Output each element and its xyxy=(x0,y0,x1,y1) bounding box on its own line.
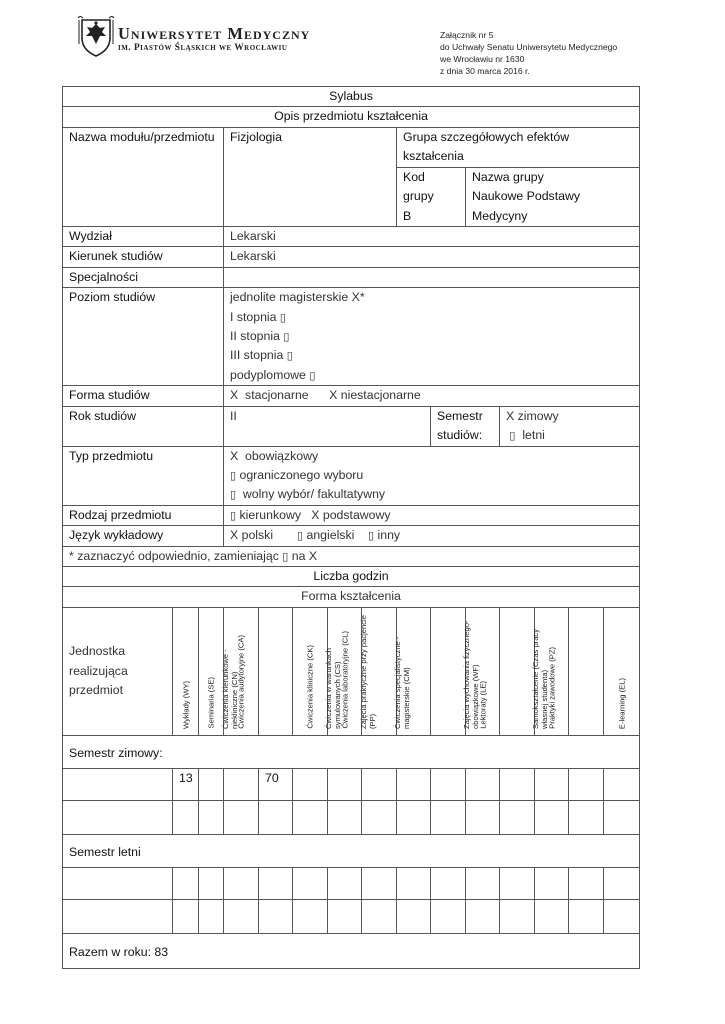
type-option-limited: ograniczonego wyboru xyxy=(239,467,364,482)
type-options xyxy=(224,446,640,505)
column-header-wy: Wykłady (WY) xyxy=(173,607,199,735)
hours-cell xyxy=(431,899,466,933)
attachment-line: z dnia 30 marca 2016 r. xyxy=(440,66,530,76)
column-header-cl: Ćwiczenia laboratoryjne (CL) xyxy=(328,607,362,735)
column-header-pz: Praktyki zawodowe (PZ) xyxy=(535,607,569,735)
hours-cell xyxy=(362,768,397,800)
group-code-label: Kod grupy xyxy=(403,169,434,204)
column-header-pp: Zajęcia praktyczne przy pacjencie (PP) xyxy=(397,607,431,735)
hours-cell xyxy=(293,768,328,800)
attachment-line: do Uchwały Senatu Uniwersytetu Medycznego xyxy=(440,42,618,52)
hours-cell xyxy=(224,899,259,933)
checkbox-icon[interactable]: ▯ xyxy=(297,529,304,543)
group-name-value: Naukowe Podstawy Medycyny xyxy=(472,189,580,223)
checkbox-icon[interactable]: ▯ xyxy=(230,468,237,482)
level-option[interactable]: II stopnia ▯ xyxy=(230,329,290,344)
group-label: Grupa szczegółowych efektów kształcenia xyxy=(397,127,640,167)
type-label: Typ przedmiotu xyxy=(63,446,224,505)
field-value: Lekarski xyxy=(224,247,640,267)
specialty-value xyxy=(224,267,640,287)
hours-cell xyxy=(500,800,535,834)
hours-cell xyxy=(431,768,466,800)
hours-cell xyxy=(362,899,397,933)
hours-cell xyxy=(604,768,640,800)
level-option[interactable]: podyplomowe ▯ xyxy=(230,367,316,382)
hours-cell xyxy=(604,800,640,834)
kind-label: Rodzaj przedmiotu xyxy=(63,505,224,525)
level-options xyxy=(224,288,640,386)
hours-cell xyxy=(500,768,535,800)
column-header-cn: Ćwiczenia kierunkowe - niekliniczne (CN) xyxy=(259,607,293,735)
hours-cell xyxy=(500,867,535,899)
hours-cell xyxy=(259,867,293,899)
hours-cell xyxy=(569,800,604,834)
semester-option-summer: letni xyxy=(522,428,545,443)
hours-cell xyxy=(604,867,640,899)
semester-option-winter: zimowy xyxy=(517,408,559,423)
column-header-cs: Ćwiczenia w warunkach symulowanych (CS) xyxy=(362,607,397,735)
form-option-stationary: stacjonarne xyxy=(245,388,309,403)
hours-cell xyxy=(500,899,535,933)
table-row xyxy=(63,768,640,800)
hours-cell xyxy=(362,800,397,834)
hours-cell: 13 xyxy=(173,768,199,800)
column-header-se: Seminaria (SE) xyxy=(199,607,224,735)
hours-cell xyxy=(328,899,362,933)
note-prefix: * zaznaczyć odpowiednio, zamieniając xyxy=(69,548,279,563)
note-row xyxy=(63,546,640,566)
hours-cell xyxy=(397,899,431,933)
column-header-cm: Ćwiczenia specjalistyczne - magisterskie (CM) xyxy=(431,607,466,735)
syllabus-table xyxy=(62,86,640,969)
checkbox-mark[interactable]: X xyxy=(230,388,239,403)
level-option[interactable]: jednolite magisterskie X* xyxy=(230,290,365,305)
module-label: Nazwa modułu/przedmiotu xyxy=(63,127,224,226)
university-subtitle: im. Piastów Śląskich we Wrocławiu xyxy=(118,43,288,53)
hours-cell xyxy=(293,800,328,834)
unit-label: Jednostka realizująca przedmiot xyxy=(63,607,173,735)
unit-cell xyxy=(63,768,173,800)
hours-cell xyxy=(431,800,466,834)
checkbox-icon[interactable]: ▯ xyxy=(230,488,237,502)
module-value: Fizjologia xyxy=(224,127,397,226)
type-option-mandatory: obowiązkowy xyxy=(245,448,319,463)
hours-cell xyxy=(535,899,569,933)
note-suffix: na X xyxy=(291,548,318,563)
checkbox-mark[interactable]: X xyxy=(329,388,338,403)
kind-option-basic: podstawowy xyxy=(322,507,391,522)
hours-cell xyxy=(466,899,500,933)
hours-cell xyxy=(535,768,569,800)
hours-cell xyxy=(328,800,362,834)
column-header-el: E-learning (EL) xyxy=(604,607,640,735)
hours-title: Liczba godzin xyxy=(63,566,640,586)
unit-cell xyxy=(63,899,173,933)
hours-cell xyxy=(397,800,431,834)
checkbox-icon[interactable]: ▯ xyxy=(368,529,375,543)
hours-cell xyxy=(224,800,259,834)
kind-option-directional: kierunkowy xyxy=(239,507,301,522)
year-label: Rok studiów xyxy=(63,406,224,446)
unit-cell xyxy=(63,800,173,834)
group-name-label: Nazwa grupy xyxy=(472,169,544,184)
form-of-education: Forma kształcenia xyxy=(63,587,640,607)
lang-option-english: angielski xyxy=(306,528,355,543)
form-options xyxy=(224,386,640,406)
hours-cell xyxy=(466,768,500,800)
checkbox-icon: ▯ xyxy=(279,310,286,324)
lang-options xyxy=(224,526,640,546)
attachment-line: Załącznik nr 5 xyxy=(440,30,494,40)
hours-cell xyxy=(293,899,328,933)
checkbox-icon[interactable]: ▯ xyxy=(509,429,516,443)
hours-cell xyxy=(173,867,199,899)
hours-cell xyxy=(259,800,293,834)
hours-cell xyxy=(259,899,293,933)
semester-label: Semestr studiów: xyxy=(431,406,500,446)
hours-cell xyxy=(199,800,224,834)
checkbox-mark[interactable]: X xyxy=(311,507,320,522)
level-option[interactable]: I stopnia ▯ xyxy=(230,309,286,324)
checkbox-mark: X* xyxy=(351,290,365,305)
table-row xyxy=(63,800,640,834)
type-option-elective: wolny wybór/ fakultatywny xyxy=(242,487,386,502)
hours-cell xyxy=(328,867,362,899)
column-header-self-study: Samokształcenie (Czas pracy własnej studenta) xyxy=(569,607,604,735)
lang-option-other: inny xyxy=(377,528,401,543)
university-name: Uniwersytet Medyczny xyxy=(118,24,311,43)
column-header-ca: Ćwiczenia audytoryjne (CA) xyxy=(224,607,259,735)
hours-cell xyxy=(466,867,500,899)
attachment-line: we Wrocławiu nr 1630 xyxy=(440,54,525,64)
semester-options xyxy=(500,406,640,446)
checkbox-mark[interactable]: X xyxy=(230,448,239,463)
table-row xyxy=(63,867,640,899)
hours-cell xyxy=(535,867,569,899)
field-label: Kierunek studiów xyxy=(63,247,224,267)
column-header-wf: Zajęcia wychowania fizycznego-obowiązkowe (WF) xyxy=(500,607,535,735)
hours-cell xyxy=(199,899,224,933)
checkbox-icon: ▯ xyxy=(286,349,293,363)
attachment-note xyxy=(440,29,617,77)
hours-cell: 70 xyxy=(259,768,293,800)
hours-cell xyxy=(173,899,199,933)
form-option-part-time: niestacjonarne xyxy=(340,388,421,403)
hours-cell xyxy=(362,867,397,899)
hours-cell xyxy=(466,800,500,834)
lang-label: Język wykładowy xyxy=(63,526,224,546)
column-header-ck: Ćwiczenia kliniczne (CK) xyxy=(293,607,328,735)
hours-cell xyxy=(199,768,224,800)
checkbox-icon[interactable]: ▯ xyxy=(230,508,237,522)
hours-cell xyxy=(293,867,328,899)
university-logo xyxy=(76,14,116,58)
hours-cell xyxy=(569,768,604,800)
hours-cell xyxy=(604,899,640,933)
summer-semester-label: Semestr letni xyxy=(63,834,640,867)
checkbox-icon: ▯ xyxy=(309,368,316,382)
checkbox-mark[interactable]: X xyxy=(230,528,239,543)
group-code-value: B xyxy=(403,208,412,223)
checkbox-mark[interactable]: X xyxy=(506,408,515,423)
hours-cell xyxy=(569,867,604,899)
hours-cell xyxy=(224,867,259,899)
winter-semester-label: Semestr zimowy: xyxy=(63,735,640,768)
column-header-le: Lektoraty (LE) xyxy=(466,607,500,735)
hours-cell xyxy=(199,867,224,899)
faculty-label: Wydział xyxy=(63,227,224,247)
year-value: II xyxy=(224,406,431,446)
syllabus-subtitle: Opis przedmiotu kształcenia xyxy=(63,107,640,127)
form-label: Forma studiów xyxy=(63,386,224,406)
hours-cell xyxy=(328,768,362,800)
hours-cell xyxy=(431,867,466,899)
lang-option-polish: polski xyxy=(241,528,274,543)
checkbox-icon: ▯ xyxy=(283,330,290,344)
level-option[interactable]: III stopnia ▯ xyxy=(230,348,293,363)
syllabus-title: Sylabus xyxy=(63,87,640,107)
hours-cell xyxy=(397,867,431,899)
hours-cell xyxy=(535,800,569,834)
total-label: Razem w roku: 83 xyxy=(63,933,640,968)
hours-cell xyxy=(569,899,604,933)
faculty-value: Lekarski xyxy=(224,227,640,247)
specialty-label: Specjalności xyxy=(63,267,224,287)
hours-cell xyxy=(224,768,259,800)
unit-cell xyxy=(63,867,173,899)
checkbox-icon: ▯ xyxy=(282,549,289,563)
table-row xyxy=(63,899,640,933)
level-label: Poziom studiów xyxy=(63,288,224,386)
hours-cell xyxy=(173,800,199,834)
hours-cell xyxy=(397,768,431,800)
kind-options xyxy=(224,505,640,525)
